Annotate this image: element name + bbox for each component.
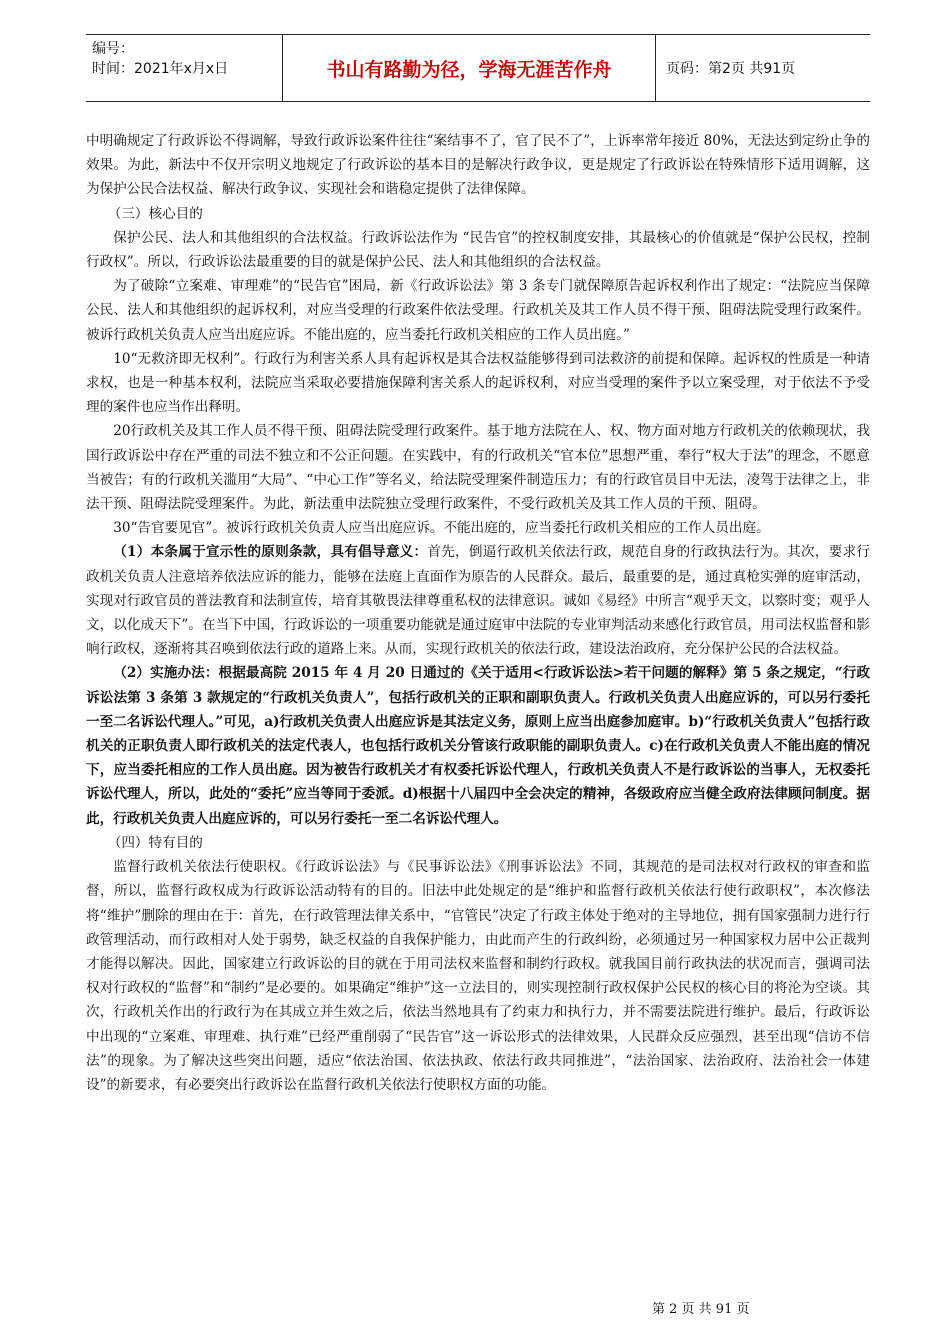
bold-lead: （1）本条属于宣示性的原则条款，具有倡导意义：: [113, 544, 428, 561]
paragraph: 10“无救济即无权利”。行政行为利害关系人具有起诉权是其合法权益能够得到司法救济的前提和保障。起诉权的性质是一种请求权，也是一种基本权利，法院应当采取必要措施保障利害关系人的起诉权利，对应当受理的案件予以立案受理，对于依法不予受理的案件也应当作出释明。: [86, 350, 870, 416]
page-footer: 第 2 页 共 91 页: [652, 1302, 750, 1317]
paragraph: 20行政机关及其工作人员不得干预、阻碍法院受理行政案件。基于地方法院在人、权、物方面对地方行政机关的依赖现状，我国行政诉讼中存在严重的司法不独立和不公正问题。在实践中，有的行政机关“官本位”思想严重，奉行“权大于法”的理念，不愿意当被告；有的行政机关滥用“大局”、“中心工作”等名义，给法院受理案件制造压力；有的行政官员目中无法，凌驾于法律之上，非法干预、阻碍法院受理案件。为此，新法重申法院独立受理行政案件，不受行政机关及其工作人员的干预、阻碍。: [86, 423, 870, 513]
paragraph-text: 首先，倒逼行政机关依法行政，规范自身的行政执法行为。其次，要求行政机关负责人注意培养依法应诉的能力，能够在法庭上直面作为原告的人民群众。最后，最重要的是，通过真枪实弹的庭审活动，实现对行政官员的普法教育和法制宣传，培育其敬畏法律尊重私权的法律意识。诚如《易经》中所言“观乎天文，以察时变；观乎人文，以化成天下”。在当下中国，行政诉讼的一项重要功能就是通过庭审中法院的专业审判活动来感化行政官员，用司法权监督和影响行政权，逐渐将其召唤到依法行政的道路上来。从而，实现行政机关的依法行政，建设法治政府，充分保护公民的合法权益。: [86, 544, 870, 658]
paragraph: 保护公民、法人和其他组织的合法权益。行政诉讼法作为 “民告官”的控权制度安排，其最核心的价值就是“保护公民权，控制行政权”。所以，行政诉讼法最重要的目的就是保护公民、法人和其他组织的合法权益。: [86, 229, 870, 271]
paragraph: 监督行政机关依法行使职权。《行政诉讼法》与《民事诉讼法》《刑事诉讼法》不同，其规范的是司法权对行政权的审查和监督，所以，监督行政权成为行政诉讼活动特有的目的。旧法中此处规定的是“维护和监督行政机关依法行使行政职权”，本次修法将“维护”删除的理由在于：首先，在行政管理法律关系中，“官管民”决定了行政主体处于绝对的主导地位，拥有国家强制力进行行政管理活动，而行政相对人处于弱势，缺乏权益的自我保护能力，由此而产生的行政纠纷，必须通过另一种国家权力居中公正裁判才能得以解决。因此，国家建立行政诉讼的目的就在于用司法权来监督和制约行政权。就我国目前行政执法的状况而言，强调司法权对行政权的“监督”和“制约”是必要的。如果确定“维护”这一立法目的，则实现控制行政权保护公民权的核心目的将沦为空谈。其次，行政机关作出的行政行为在其成立并生效之后，依法当然地具有了约束力和执行力，并不需要法院进行维护。最后，行政诉讼中出现的“立案难、审理难、执行难”已经严重削弱了“民告官”这一诉讼形式的法律效果，人民群众反应强烈，甚至出现“信访不信法”的现象。为了解决这些突出问题，适应“依法治国、依法执政、依法行政共同推进”，“法治国家、法治政府、法治社会一体建设”的新要求，有必要突出行政诉讼在监督行政机关依法行使职权方面的功能。: [86, 859, 870, 1093]
page-header: [86, 34, 870, 102]
section-heading: （四）特有目的: [107, 834, 203, 851]
section-heading: （三）核心目的: [107, 205, 203, 222]
header-meta: [86, 35, 282, 101]
header-motto: 书山有路勤为径，学海无涯苦作舟: [282, 35, 656, 101]
time-label: 时间：2021年x月x日: [92, 61, 229, 77]
paragraph: 中明确规定了行政诉讼不得调解，导致行政诉讼案件往往“案结事不了，官了民不了”，上诉率常年接近 80%，无法达到定纷止争的效果。为此，新法中不仅开宗明义地规定了行政诉讼的基本目的是解决行政争议，更是规定了行政诉讼在特殊情形下适用调解，这为保护公民合法权益、解决行政争议、实现社会和谐稳定提供了法律保障。: [86, 133, 870, 198]
paragraph: 为了破除“立案难、审理难”的“民告官”困局，新《行政诉讼法》第 3 条专门就保障原告起诉权利作出了规定：“法院应当保障公民、法人和其他组织的起诉权利，对应当受理的行政案件依法受理。行政机关及其工作人员不得干预、阻碍法院受理行政案件。被诉行政机关负责人应当出庭应诉。不能出庭的，应当委托行政机关相应的工作人员出庭。”: [86, 278, 870, 343]
paragraph: [86, 540, 870, 661]
paragraph-bold: （2）实施办法：根据最高院 2015 年 4 月 20 日通过的《关于适用<行政诉讼法>若干问题的解释》第 5 条之规定，“行政诉讼法第 3 条第 3 款规定的“行政机关负责人”，包括行政机关的正职和副职负责人。行政机关负责人出庭应诉的，可以另行委托一至二名诉讼代理人。”可见，a)行政机关负责人出庭应诉是其法定义务，原则上应当出庭参加庭审。b)“行政机关负责人”包括行政机关的正职负责人即行政机关的法定代表人，也包括行政机关分管该行政职能的副职负责人。c)在行政机关负责人不能出庭的情况下，应当委托相应的工作人员出庭。因为被告行政机关才有权委托诉讼代理人，行政机关负责人不是行政诉讼的当事人，无权委托诉讼代理人，所以，此处的“委托”应当等同于委派。d)根据十八届四中全会决定的精神，各级政府应当健全政府法律顾问制度。据此，行政机关负责人出庭应诉的，可以另行委托一至二名诉讼代理人。: [86, 665, 870, 827]
paragraph: 30“告官要见官”。被诉行政机关负责人应当出庭应诉。不能出庭的，应当委托行政机关相应的工作人员出庭。: [113, 520, 770, 537]
document-body: [86, 129, 870, 1097]
header-page-info: 页码：第2页 共91页: [666, 61, 796, 77]
number-label: 编号：: [92, 41, 134, 57]
